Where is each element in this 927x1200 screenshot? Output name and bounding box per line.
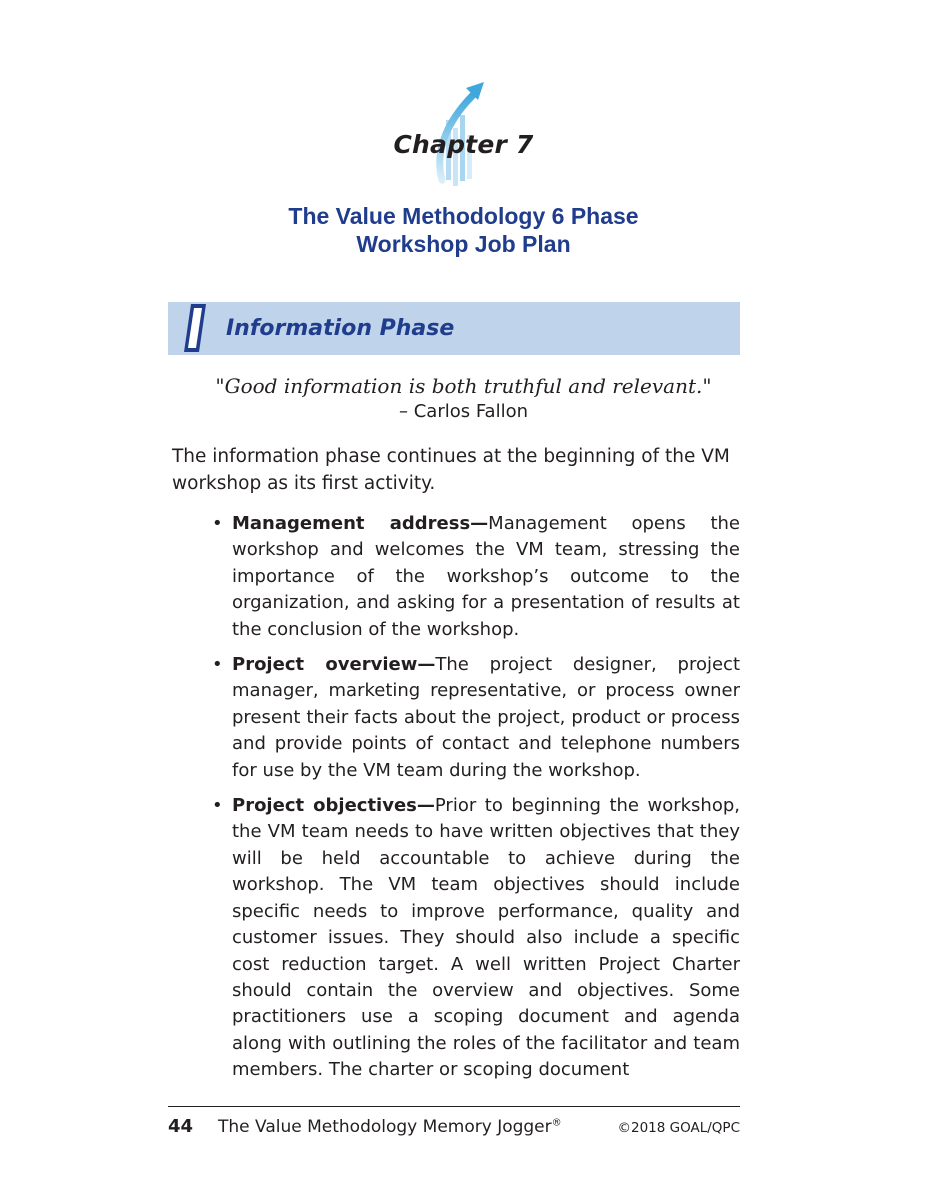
chapter-label: Chapter 7 (393, 130, 534, 159)
bullet-text: Management opens the workshop and welcomes the VM team, stressing the importance of the workshop’s outcome to the organization, and asking for a presentation of results at the conclusion of the workshop. (232, 513, 740, 640)
bullet-term: Project overview— (232, 654, 436, 676)
copyright-notice: ©2018 GOAL/QPC (617, 1120, 740, 1136)
phase-title: Information Phase (226, 316, 455, 341)
bullet-icon: • (212, 654, 223, 676)
bullet-icon: • (212, 513, 223, 534)
bullet-list (212, 511, 740, 1093)
page-footer (168, 1116, 740, 1140)
list-item (212, 652, 740, 784)
bullet-term: Project objectives— (232, 795, 435, 817)
phase-numeral-icon (182, 302, 208, 354)
chapter-title-line-1: The Value Methodology 6 Phase (288, 203, 639, 229)
chapter-title (0, 202, 927, 258)
book-title-text: The Value Methodology Memory Jogger (218, 1117, 552, 1137)
chapter-title-line-2: Workshop Job Plan (356, 231, 571, 257)
intro-paragraph: The information phase continues at the beginning of the VM workshop as its first activity. (172, 446, 730, 494)
book-title (218, 1117, 562, 1137)
registered-mark: ® (551, 1117, 562, 1129)
list-item (212, 793, 740, 1083)
footer-divider (168, 1106, 740, 1107)
bullet-text: Prior to beginning the workshop, the VM team needs to have written objectives that they will be held accountable to achieve during the workshop. The VM team objectives should include specific needs to improve performance, quality and customer issues. They should also include a specific cost reduction target. A well written Project Charter should contain the overview and objectives. Some practitioners use a scoping document and agenda along with outlining the roles of the facilitator and team members. The charter or scoping document (232, 795, 740, 1081)
page-number: 44 (168, 1116, 194, 1137)
list-item (212, 511, 740, 643)
bullet-icon: • (212, 795, 223, 817)
phase-banner (168, 302, 740, 355)
epigraph-quote: "Good information is both truthful and relevant." (215, 374, 712, 398)
bullet-term: Management address— (232, 513, 489, 534)
bullet-text: The project designer, project manager, marketing representative, or process owner present their facts about the project, product or process and provide points of contact and telephone numbers for use by the VM team during the workshop. (232, 654, 741, 781)
epigraph-attribution: – Carlos Fallon (399, 401, 528, 422)
